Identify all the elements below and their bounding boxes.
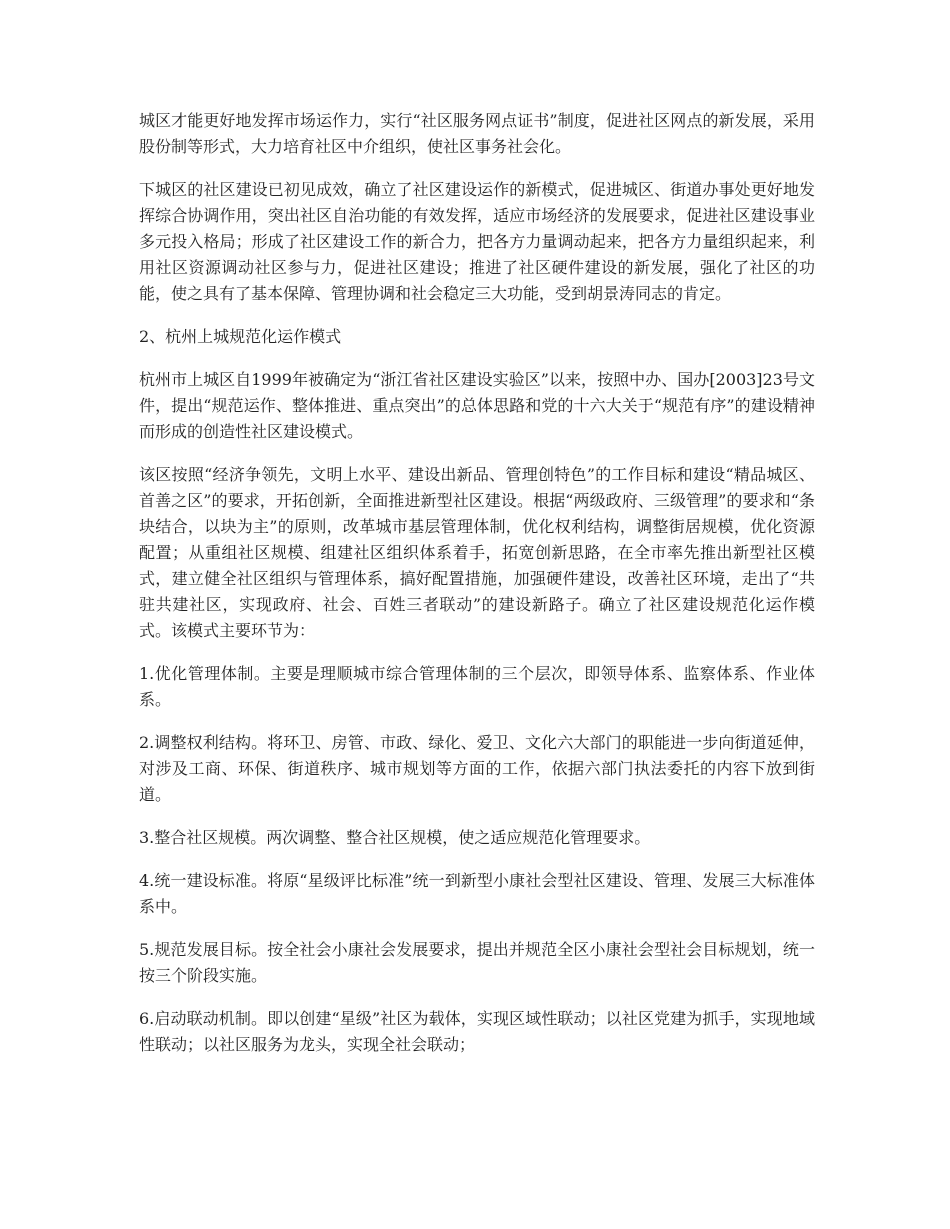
- paragraph-intro-continuation: 城区才能更好地发挥市场运作力，实行“社区服务网点证书”制度，促进社区网点的新发展，采用股份制等形式，大力培育社区中介组织，使社区事务社会化。: [139, 111, 815, 156]
- list-item-3: 3.整合社区规模。两次调整、整合社区规模，使之适应规范化管理要求。: [139, 828, 651, 847]
- paragraph-shangcheng-overview: 杭州市上城区自1999年被确定为“浙江省社区建设实验区”以来，按照中办、国办[2003]23号文件，提出“规范运作、整体推进、重点突出”的总体思路和党的十六大关于“规范有序”的建设精神而形成的创造性社区建设模式。: [139, 370, 815, 441]
- list-item-2: 2.调整权利结构。将环卫、房管、市政、绿化、爱卫、文化六大部门的职能进一步向街道延伸，对涉及工商、环保、街道秩序、城市规划等方面的工作，依据六部门执法委托的内容下放到街道。: [139, 733, 815, 804]
- document-page: [139, 108, 815, 1075]
- list-item-1: 1.优化管理体制。主要是理顺城市综合管理体制的三个层次，即领导体系、监察体系、作业体系。: [139, 664, 815, 709]
- list-item-4: 4.统一建设标准。将原“星级评比标准”统一到新型小康社会型社区建设、管理、发展三大标准体系中。: [139, 871, 815, 916]
- section-heading-shangcheng: 2、杭州上城规范化运作模式: [139, 327, 342, 346]
- paragraph-shangcheng-approach: 该区按照“经济争领先，文明上水平、建设出新品、管理创特色”的工作目标和建设“精品城区、首善之区”的要求，开拓创新，全面推进新型社区建设。根据“两级政府、三级管理”的要求和“条块结合，以块为主”的原则，改革城市基层管理体制，优化权利结构，调整街居规模，优化资源配置；从重组社区规模、组建社区组织体系着手，拓宽创新思路，在全市率先推出新型社区模式，建立健全社区组织与管理体系，搞好配置措施，加强硬件建设，改善社区环境，走出了“共驻共建社区，实现政府、社会、百姓三者联动”的建设新路子。确立了社区建设规范化运作模式。该模式主要环节为：: [139, 465, 815, 640]
- list-item-5: 5.规范发展目标。按全社会小康社会发展要求，提出并规范全区小康社会型社会目标规划，统一按三个阶段实施。: [139, 940, 815, 985]
- paragraph-xiacheng-results: 下城区的社区建设已初见成效，确立了社区建设运作的新模式，促进城区、街道办事处更好地发挥综合协调作用，突出社区自治功能的有效发挥，适应市场经济的发展要求，促进社区建设事业多元投入格局；形成了社区建设工作的新合力，把各方力量调动起来，把各方力量组织起来，利用社区资源调动社区参与力，促进社区建设；推进了社区硬件建设的新发展，强化了社区的功能，使之具有了基本保障、管理协调和社会稳定三大功能，受到胡景涛同志的肯定。: [139, 180, 815, 303]
- list-item-6: 6.启动联动机制。即以创建“星级”社区为载体，实现区域性联动；以社区党建为抓手，实现地域性联动；以社区服务为龙头，实现全社会联动；: [139, 1009, 815, 1054]
